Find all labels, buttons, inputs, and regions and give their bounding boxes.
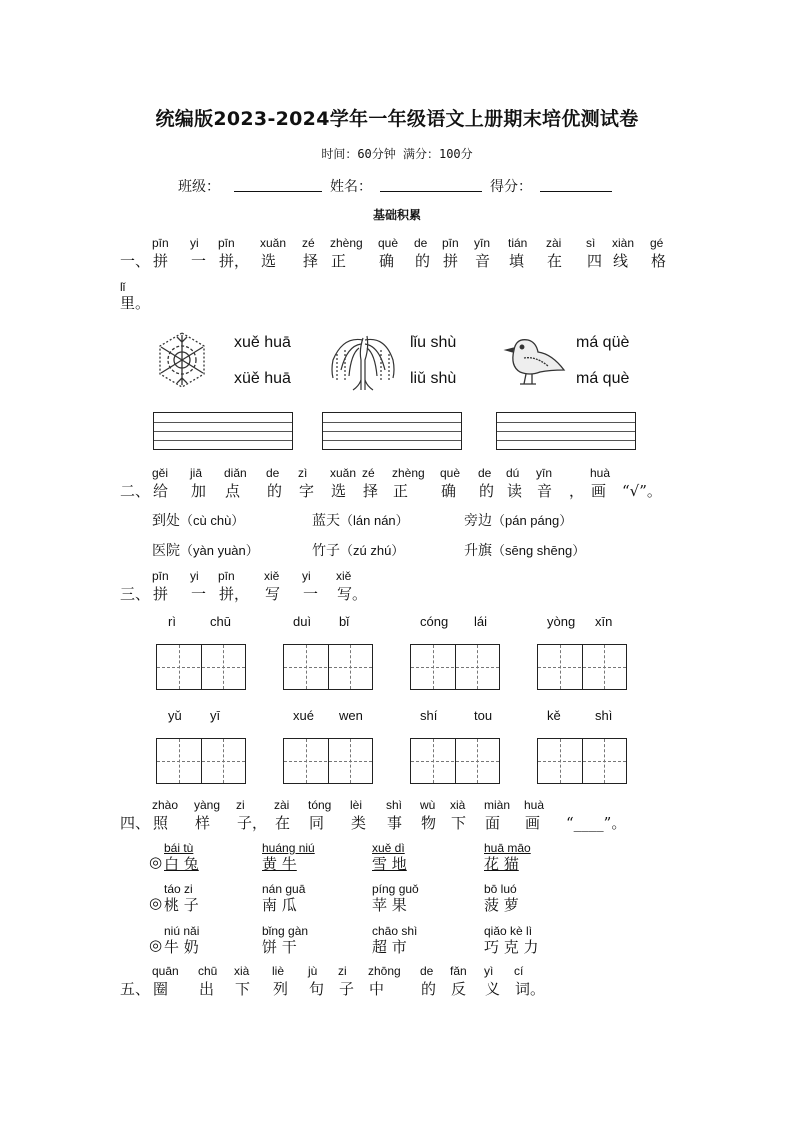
q1-hanzi-4: 择 (303, 252, 319, 270)
q4-word-hanzi: 苹 果 (372, 896, 407, 914)
q4-pinyin-9: miàn (484, 798, 511, 812)
q2-pinyin-9: de (478, 466, 492, 480)
q1-hanzi-7: 的 (415, 252, 431, 270)
q5-pinyin-6: zhōng (368, 964, 401, 978)
q2-hanzi-10: 读 (507, 482, 523, 500)
q1-opt-3b: má què (576, 370, 630, 387)
q3-tianzige-grid-5[interactable] (283, 738, 373, 784)
q5-pinyin-7: de (420, 964, 434, 978)
q5-hanzi-0: 圈 (153, 980, 169, 998)
q2-hanzi-4: 字 (299, 482, 315, 500)
q3-word-2-pinyin-1: lái (474, 614, 488, 629)
q3-word-4-pinyin-1: yī (210, 708, 221, 723)
q4-word-hanzi: 牛 奶 (164, 938, 199, 956)
q1-number: 一、 (120, 252, 151, 270)
q5-number: 五、 (120, 980, 151, 998)
q4-row-marker: ◎ (149, 936, 163, 954)
q3-word-3-pinyin-1: xīn (595, 614, 613, 629)
q1-hanzi-9: 音 (475, 252, 491, 270)
q2-hanzi-3: 的 (267, 482, 283, 500)
q4-hanzi-8: 下 (451, 814, 467, 832)
q4-pinyin-2: zi (236, 798, 245, 812)
q1-hanzi-13: 线 (613, 252, 629, 270)
q5-hanzi-6: 中 (369, 980, 385, 998)
q1-pinyin-10: tián (508, 236, 528, 250)
q3-hanzi-3: 写 (265, 585, 281, 603)
sparrow-icon (500, 334, 566, 388)
q1-pinyin-li: lǐ (120, 280, 126, 294)
q5-hanzi-5: 子 (339, 980, 355, 998)
q1-hanzi-2: 拼， (219, 252, 250, 270)
q1-hanzi-8: 拼 (443, 252, 459, 270)
q3-hanzi-0: 拼 (153, 585, 169, 603)
q5-pinyin-0: quān (152, 964, 179, 978)
q3-tianzige-grid-6[interactable] (410, 738, 500, 784)
q3-word-6-pinyin-0: shí (420, 708, 438, 723)
q4-pinyin-4: tóng (308, 798, 332, 812)
q4-word-hanzi: 南 瓜 (262, 896, 297, 914)
q3-word-0-pinyin-0: rì (168, 614, 176, 629)
q4-word-pinyin: xuě dì (372, 841, 405, 855)
q3-word-7-pinyin-0: kě (547, 708, 561, 723)
four-line-box-3[interactable] (496, 412, 636, 450)
q1-pinyin-3: xuǎn (260, 236, 287, 250)
q3-pinyin-5: xiě (336, 569, 352, 583)
q2-pinyin-7: zhèng (392, 466, 425, 480)
q4-pinyin-5: lèi (350, 798, 363, 812)
q5-pinyin-2: xià (234, 964, 250, 978)
q3-hanzi-2: 拼， (219, 585, 250, 603)
q3-number: 三、 (120, 585, 151, 603)
q5-hanzi-1: 出 (199, 980, 215, 998)
q4-pinyin-10: huà (524, 798, 545, 812)
q1-hanzi-0: 拼 (153, 252, 169, 270)
q3-word-1-pinyin-0: duì (293, 614, 312, 629)
name-label: 姓名： (330, 179, 372, 195)
q1-hanzi-3: 选 (261, 252, 277, 270)
q1-hanzi-5: 正 (331, 252, 347, 270)
q1-hanzi-6: 确 (379, 252, 395, 270)
q4-hanzi-9: 面 (485, 814, 501, 832)
q3-tianzige-grid-4[interactable] (156, 738, 246, 784)
q2-hanzi-2: 点 (225, 482, 241, 500)
q1-pinyin-12: sì (586, 236, 596, 250)
q3-hanzi-4: 一 (303, 585, 319, 603)
q3-word-0-pinyin-1: chū (210, 614, 231, 629)
q4-row-marker: ◎ (149, 853, 163, 871)
q4-word-pinyin: nán guā (262, 882, 306, 896)
q4-word-pinyin: niú nǎi (164, 924, 200, 938)
q4-pinyin-7: wù (420, 798, 436, 812)
q4-word-hanzi: 桃 子 (164, 896, 199, 914)
q5-pinyin-8: fǎn (450, 964, 467, 978)
q3-word-1-pinyin-1: bǐ (339, 614, 350, 629)
q4-row-marker: ◎ (149, 894, 163, 912)
q4-hanzi-3: 在 (275, 814, 291, 832)
class-field[interactable] (234, 176, 322, 192)
q5-pinyin-9: yì (484, 964, 494, 978)
q3-hanzi-1: 一 (191, 585, 207, 603)
q4-pinyin-6: shì (386, 798, 403, 812)
q3-tianzige-grid-0[interactable] (156, 644, 246, 690)
q2-pinyin-8: què (440, 466, 461, 480)
q5-pinyin-1: chū (198, 964, 218, 978)
q3-word-5-pinyin-0: xué (293, 708, 314, 723)
q2-hanzi-5: 选 (331, 482, 347, 500)
section-heading: 基础积累 (372, 208, 421, 222)
q4-hanzi-1: 样 (195, 814, 211, 832)
q1-pinyin-8: pīn (442, 236, 459, 250)
q5-pinyin-3: liè (272, 964, 285, 978)
q2-option-2: 蓝天（lán nán） (312, 513, 409, 529)
q1-hanzi-li: 里。 (120, 294, 151, 312)
q1-hanzi-14: 格 (651, 252, 667, 270)
q2-pinyin-4: zì (298, 466, 308, 480)
q2-hanzi-8: 确 (441, 482, 457, 500)
q4-word-pinyin: chāo shì (372, 924, 418, 938)
q4-word-pinyin: qiǎo kè lì (484, 924, 533, 938)
q3-word-2-pinyin-0: cóng (420, 614, 449, 629)
q4-word-pinyin: bō luó (484, 882, 517, 896)
q4-word-pinyin: huáng niú (262, 841, 315, 855)
q5-hanzi-10: 词。 (515, 980, 546, 998)
q1-pinyin-6: què (378, 236, 399, 250)
q5-hanzi-4: 句 (309, 980, 325, 998)
name-field[interactable] (380, 176, 482, 192)
q1-pinyin-4: zé (302, 236, 315, 250)
q4-hanzi-2: 子， (237, 814, 268, 832)
q1-pinyin-9: yīn (474, 236, 491, 250)
q1-pinyin-13: xiàn (612, 236, 635, 250)
q4-hanzi-10: 画 (525, 814, 541, 832)
q2-pinyin-10: dú (506, 466, 520, 480)
q1-opt-2b: liǔ shù (410, 370, 457, 387)
q4-pinyin-0: zhào (152, 798, 179, 812)
q4-word-pinyin: bǐng gàn (262, 924, 309, 938)
q2-pinyin-3: de (266, 466, 280, 480)
four-line-box-1[interactable] (153, 412, 293, 450)
q4-word-pinyin: táo zi (164, 882, 193, 896)
four-line-box-2[interactable] (322, 412, 462, 450)
q2-pinyin-1: jiā (190, 466, 203, 480)
q2-pinyin-5: xuǎn (330, 466, 357, 480)
score-label: 得分： (490, 179, 532, 195)
q2-hanzi-12: ， (569, 482, 585, 500)
q2-option-3: 旁边（pán páng） (464, 513, 573, 529)
willow-tree-icon (323, 330, 403, 392)
q4-word-hanzi: 黄 牛 (262, 855, 297, 873)
q2-option-1: 到处（cù chù） (152, 513, 245, 529)
q2-tail: “√”。 (622, 482, 662, 500)
q2-hanzi-0: 给 (153, 482, 169, 500)
q4-tail: “____”。 (566, 814, 627, 832)
q3-word-3-pinyin-0: yòng (547, 614, 576, 629)
q1-pinyin-5: zhèng (330, 236, 363, 250)
exam-subtitle: 时间：60分钟 满分：100分 (321, 147, 473, 161)
q2-hanzi-9: 的 (479, 482, 495, 500)
q2-pinyin-2: diǎn (224, 466, 247, 480)
q2-number: 二、 (120, 482, 151, 500)
q1-pinyin-0: pīn (152, 236, 169, 250)
q4-pinyin-1: yàng (194, 798, 221, 812)
q1-pinyin-11: zài (546, 236, 562, 250)
q4-pinyin-3: zài (274, 798, 290, 812)
q1-opt-2a: lǐu shù (410, 334, 457, 351)
q5-hanzi-3: 列 (273, 980, 289, 998)
q4-number: 四、 (120, 814, 151, 832)
q1-opt-1b: xüě huā (234, 370, 291, 387)
q2-pinyin-13: huà (590, 466, 611, 480)
q1-opt-1a: xuě huā (234, 334, 291, 351)
page-title: 统编版2023-2024学年一年级语文上册期末培优测试卷 (155, 108, 639, 130)
q5-pinyin-10: cí (514, 964, 524, 978)
q4-word-hanzi: 花 猫 (484, 855, 519, 873)
q2-pinyin-6: zé (362, 466, 375, 480)
q2-hanzi-1: 加 (191, 482, 207, 500)
q4-word-hanzi: 巧 克 力 (484, 938, 539, 956)
q2-option-6: 升旗（sēng shēng） (464, 543, 586, 559)
q2-hanzi-11: 音 (537, 482, 553, 500)
q1-hanzi-12: 四 (587, 252, 603, 270)
q1-pinyin-1: yi (190, 236, 199, 250)
q3-word-7-pinyin-1: shì (595, 708, 613, 723)
q4-word-hanzi: 菠 萝 (484, 896, 519, 914)
q3-tianzige-grid-7[interactable] (537, 738, 627, 784)
q5-pinyin-4: jù (308, 964, 318, 978)
q4-word-hanzi: 超 市 (372, 938, 407, 956)
q5-hanzi-2: 下 (235, 980, 251, 998)
q4-word-hanzi: 白 兔 (164, 855, 199, 873)
q3-tianzige-grid-1[interactable] (283, 644, 373, 690)
q1-hanzi-1: 一 (191, 252, 207, 270)
q1-hanzi-10: 填 (509, 252, 525, 270)
snowflake-icon (153, 330, 211, 390)
q1-hanzi-11: 在 (547, 252, 563, 270)
q3-word-4-pinyin-0: yǔ (168, 708, 182, 723)
q4-hanzi-5: 类 (351, 814, 367, 832)
q2-option-5: 竹子（zú zhú） (312, 543, 405, 559)
q5-hanzi-9: 义 (485, 980, 501, 998)
q1-pinyin-14: gé (650, 236, 664, 250)
q3-word-5-pinyin-1: wen (339, 708, 363, 723)
q3-pinyin-1: yi (190, 569, 199, 583)
q4-word-pinyin: huā māo (484, 841, 531, 855)
q2-option-4: 医院（yàn yuàn） (152, 543, 259, 559)
q3-tianzige-grid-3[interactable] (537, 644, 627, 690)
q3-word-6-pinyin-1: tou (474, 708, 493, 723)
q1-pinyin-2: pīn (218, 236, 235, 250)
q4-word-pinyin: píng guǒ (372, 882, 419, 896)
q5-pinyin-5: zi (338, 964, 347, 978)
q3-tianzige-grid-2[interactable] (410, 644, 500, 690)
q1-opt-3a: má qüè (576, 334, 630, 351)
q3-pinyin-2: pīn (218, 569, 235, 583)
q2-pinyin-0: gěi (152, 466, 169, 480)
class-label: 班级： (178, 179, 220, 195)
q4-hanzi-4: 同 (309, 814, 325, 832)
q3-pinyin-4: yi (302, 569, 311, 583)
q1-pinyin-7: de (414, 236, 428, 250)
q3-pinyin-3: xiě (264, 569, 280, 583)
q2-hanzi-6: 择 (363, 482, 379, 500)
q4-hanzi-7: 物 (421, 814, 437, 832)
q4-pinyin-8: xià (450, 798, 466, 812)
q4-hanzi-0: 照 (153, 814, 169, 832)
q5-hanzi-7: 的 (421, 980, 437, 998)
q3-hanzi-5: 写。 (337, 585, 368, 603)
score-field[interactable] (540, 176, 612, 192)
q2-hanzi-13: 画 (591, 482, 607, 500)
q4-hanzi-6: 事 (387, 814, 403, 832)
q2-hanzi-7: 正 (393, 482, 409, 500)
q4-word-hanzi: 饼 干 (262, 938, 297, 956)
q2-pinyin-11: yīn (536, 466, 553, 480)
q4-word-hanzi: 雪 地 (372, 855, 407, 873)
q4-word-pinyin: bái tù (164, 841, 194, 855)
q3-pinyin-0: pīn (152, 569, 169, 583)
q5-hanzi-8: 反 (451, 980, 467, 998)
